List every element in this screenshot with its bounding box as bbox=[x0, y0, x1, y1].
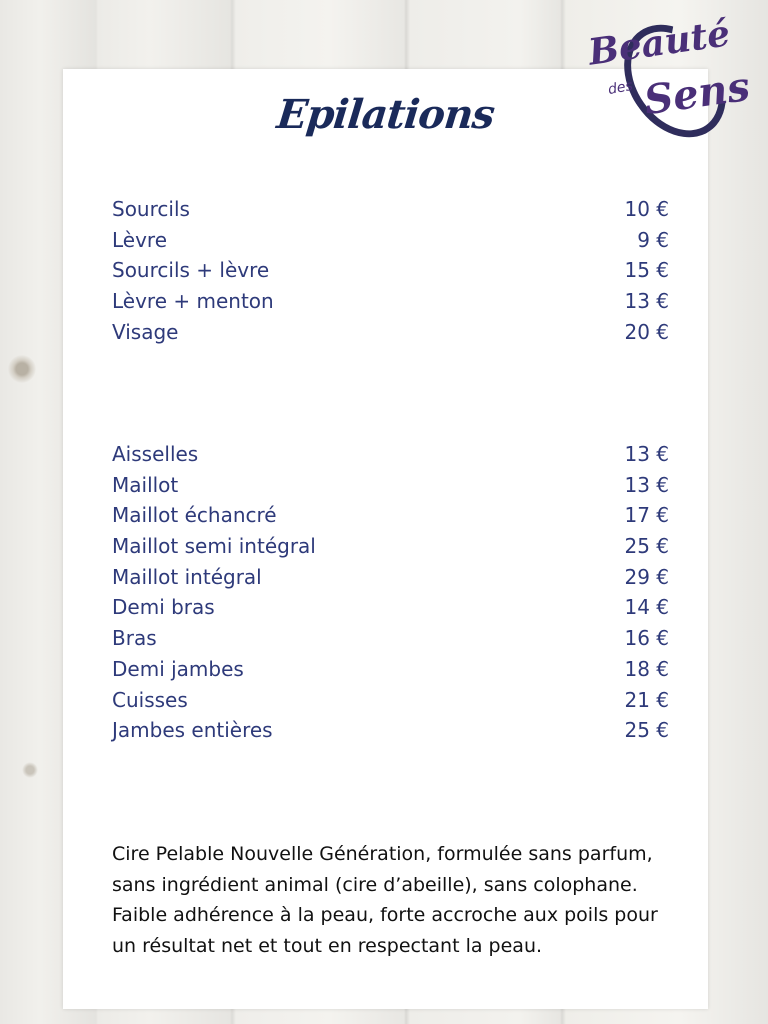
list-item bbox=[112, 317, 669, 348]
item-name: Demi bras bbox=[112, 595, 215, 620]
item-name: Jambes entières bbox=[112, 718, 273, 743]
body-price-list bbox=[112, 439, 669, 746]
list-item bbox=[112, 623, 669, 654]
list-item bbox=[112, 286, 669, 317]
face-price-list bbox=[112, 194, 669, 347]
item-name: Sourcils + lèvre bbox=[112, 258, 270, 283]
logo-word-des: des bbox=[606, 77, 634, 99]
item-name: Cuisses bbox=[112, 687, 188, 712]
item-price: 15 € bbox=[624, 258, 669, 283]
list-item bbox=[112, 470, 669, 501]
list-item bbox=[112, 654, 669, 685]
item-name: Visage bbox=[112, 319, 179, 344]
item-name: Lèvre bbox=[112, 227, 168, 252]
list-item bbox=[112, 194, 669, 225]
price-sheet bbox=[63, 69, 708, 1009]
page-title: Epilations bbox=[274, 91, 497, 138]
item-price: 13 € bbox=[624, 472, 669, 497]
item-price: 16 € bbox=[624, 626, 669, 651]
list-item bbox=[112, 715, 669, 746]
product-description bbox=[112, 839, 672, 961]
list-item bbox=[112, 592, 669, 623]
item-price: 9 € bbox=[637, 227, 669, 252]
wood-knot-small bbox=[22, 762, 38, 778]
item-name: Maillot échancré bbox=[112, 503, 277, 528]
brand-logo bbox=[585, 12, 753, 134]
item-name: Sourcils bbox=[112, 197, 190, 221]
item-price: 17 € bbox=[624, 503, 669, 528]
item-name: Lèvre + menton bbox=[112, 289, 274, 314]
item-name: Aisselles bbox=[112, 442, 199, 466]
item-price: 18 € bbox=[624, 656, 669, 681]
description-paragraph-2: Faible adhérence à la peau, forte accroche aux poils pour un résultat net et tout en respectant la peau. bbox=[112, 904, 658, 957]
item-name: Maillot bbox=[112, 472, 179, 497]
list-item bbox=[112, 500, 669, 531]
item-price: 13 € bbox=[624, 442, 669, 466]
list-item bbox=[112, 562, 669, 593]
logo-word-sens: Sens bbox=[641, 62, 753, 125]
item-price: 21 € bbox=[624, 687, 669, 712]
item-name: Maillot intégral bbox=[112, 564, 262, 589]
list-item bbox=[112, 439, 669, 470]
description-paragraph-1: Cire Pelable Nouvelle Génération, formulée sans parfum, sans ingrédient animal (cire d’abeille), sans colophane. bbox=[112, 843, 653, 896]
item-name: Maillot semi intégral bbox=[112, 534, 316, 559]
wood-knot bbox=[8, 355, 36, 383]
item-price: 20 € bbox=[624, 319, 669, 344]
list-item bbox=[112, 225, 669, 256]
logo-word-beaute: Beauté bbox=[585, 12, 733, 74]
list-item bbox=[112, 531, 669, 562]
list-item bbox=[112, 255, 669, 286]
item-price: 13 € bbox=[624, 289, 669, 314]
item-price: 25 € bbox=[624, 718, 669, 743]
item-price: 14 € bbox=[624, 595, 669, 620]
item-price: 29 € bbox=[624, 564, 669, 589]
item-name: Demi jambes bbox=[112, 656, 244, 681]
item-price: 10 € bbox=[624, 197, 669, 221]
item-price: 25 € bbox=[624, 534, 669, 559]
list-item bbox=[112, 685, 669, 716]
item-name: Bras bbox=[112, 626, 157, 651]
